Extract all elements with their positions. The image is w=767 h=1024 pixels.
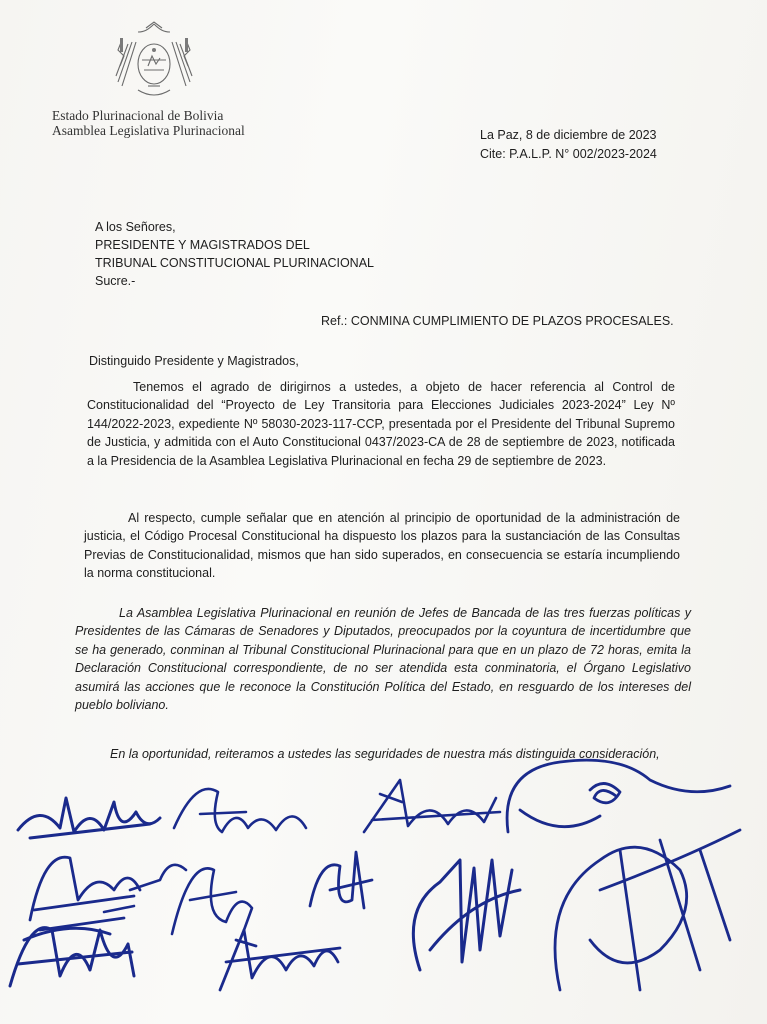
institution-line-1: Estado Plurinacional de Bolivia bbox=[52, 108, 224, 123]
date-block bbox=[480, 126, 657, 164]
closing-paragraph: En la oportunidad, reiteramos a ustedes las seguridades de nuestra más distinguida consideración, bbox=[110, 747, 660, 761]
addressee-line-1: A los Señores, bbox=[95, 220, 176, 234]
body-paragraph-3: La Asamblea Legislativa Plurinacional en reunión de Jefes de Bancada de las tres fuerzas políticas y Presidentes de las Cámaras de Senadores y Diputados, preocupados por la coyuntura de incertidumbre que se ha generado, conminan al Tribunal Constitucional Plurinacional para que en un plazo de 72 horas, emita la Declaración Constitucional correspondiente, de no ser atendida esta conminatoria, el Órgano Legislativo asumirá las acciones que le reconoce la Constitución Política del Estado, en resguardo de los intereses del pueblo boliviano. bbox=[75, 606, 691, 713]
reference-line: Ref.: CONMINA CUMPLIMIENTO DE PLAZOS PROCESALES. bbox=[321, 314, 674, 328]
signature-5 bbox=[30, 857, 140, 930]
cite-number: Cite: P.A.L.P. N° 002/2023-2024 bbox=[480, 147, 657, 161]
signature-9 bbox=[555, 830, 740, 990]
signature-8 bbox=[413, 860, 520, 970]
signature-11 bbox=[220, 930, 340, 990]
signature-3 bbox=[364, 780, 500, 832]
addressee-line-4: Sucre.- bbox=[95, 274, 136, 288]
place-date: La Paz, 8 de diciembre de 2023 bbox=[480, 128, 657, 142]
greeting: Distinguido Presidente y Magistrados, bbox=[89, 354, 299, 368]
addressee-line-3: TRIBUNAL CONSTITUCIONAL PLURINACIONAL bbox=[95, 256, 374, 270]
institution-header bbox=[52, 108, 245, 138]
signature-6 bbox=[172, 868, 252, 934]
addressee-block bbox=[95, 218, 374, 290]
signature-7 bbox=[310, 852, 372, 908]
signature-4 bbox=[507, 760, 730, 832]
body-paragraph-1: Tenemos el agrado de dirigirnos a ustedes, a objeto de hacer referencia al Control de Constitucionalidad del “Proyecto de Ley Transitoria para Elecciones Judiciales 2023-2024” Ley Nº 144/2022-2023, expediente Nº 58030-2023-117-CCP, presentada por el Presidente del Tribunal Supremo de Justicia, y admitida con el Auto Constitucional 0437/2023-CA de 28 de septiembre de 2023, notificada a la Presidencia de la Asamblea Legislativa Plurinacional en fecha 29 de septiembre de 2023. bbox=[87, 380, 675, 468]
signature-area bbox=[0, 740, 767, 1024]
bolivia-coat-of-arms-icon bbox=[108, 20, 200, 104]
signature-10 bbox=[10, 928, 134, 986]
addressee-line-2: PRESIDENTE Y MAGISTRADOS DEL bbox=[95, 238, 310, 252]
signature-1 bbox=[18, 798, 160, 838]
signature-2 bbox=[174, 789, 306, 832]
institution-line-2: Asamblea Legislativa Plurinacional bbox=[52, 123, 245, 138]
body-paragraph-2: Al respecto, cumple señalar que en atención al principio de oportunidad de la administración de justicia, el Código Procesal Constitucional ha dispuesto los plazos para la sustanciación de las Consultas Previas de Constitucionalidad, mismos que han sido superados, en consecuencia se estaría incumpliendo la norma constitucional. bbox=[84, 511, 680, 581]
